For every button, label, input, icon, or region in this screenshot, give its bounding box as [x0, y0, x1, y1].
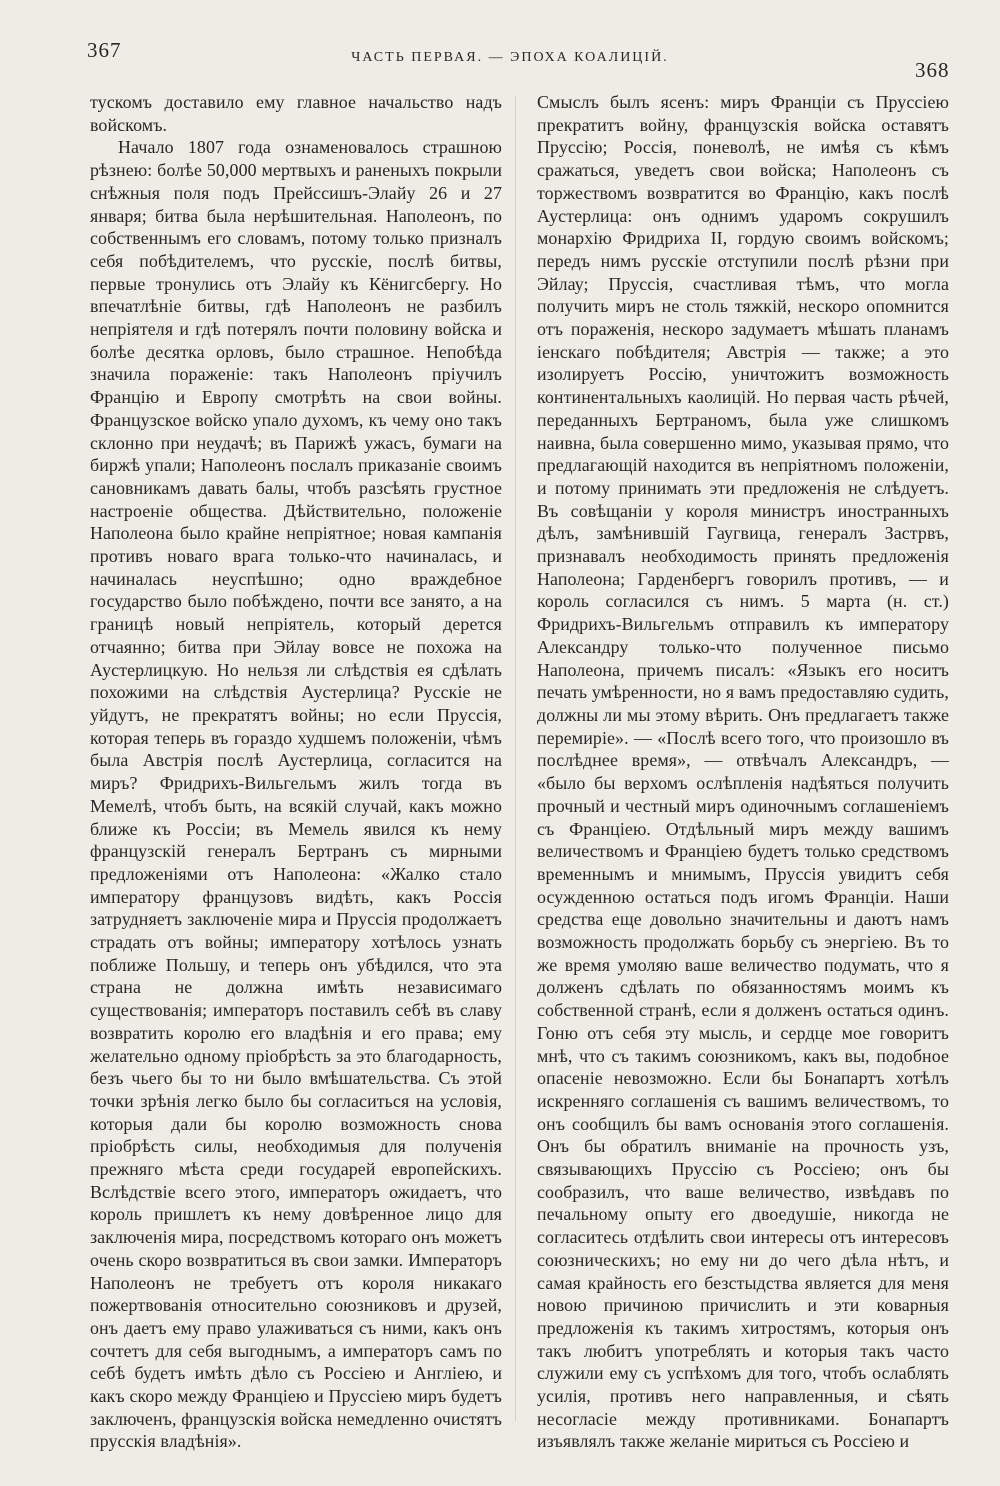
right-paragraph-1: Смыслъ былъ ясенъ: миръ Франціи съ Пруссіею прекратитъ войну, французскія войска оставятъ Пруссію; Россія, поневолѣ, не имѣя съ кѣмъ сражаться, уведетъ свои войска; Наполеонъ съ торжествомъ возвратится во Францію, какъ послѣ Аустерлица: онъ однимъ ударомъ сокрушилъ монархію Фридриха II, гордую своимъ войскомъ; передъ нимъ русскіе отступили послѣ рѣзни при Эйлау; Пруссія, счастливая тѣмъ, что могла получить миръ не столь тяжкій, нескоро опомнится отъ пораженія, нескоро задумаетъ мѣшать планамъ іенскаго побѣдителя; Австрія — также; а это изолируетъ Россію, уничтожитъ возможность континентальныхъ каолицій. Но первая часть рѣчей, переданныхъ Бертраномъ, была уже слишкомъ наивна, была совершенно мимо, указывая прямо, что предлагающій находится въ непріятномъ положеніи, и потому принимать эти предложенія не слѣдуетъ. Въ совѣщаніи у короля министръ иностранныхъ дѣлъ, замѣнившій Гаугвица, генералъ Застрвъ, признавалъ необходимость принять предложенія Наполеона; Гарденбергъ говорилъ противъ, — и король согласился съ нимъ. 5 марта (н. ст.) Фридрихъ-Вильгельмъ отправилъ къ императору Александру только-что полученное письмо Наполеона, причемъ писалъ: «Языкъ его носитъ печать умѣренности, но я вамъ предоставляю судить, должны ли мы этому вѣрить. Онъ предлагаетъ также перемиріе». — «Послѣ всего того, что произошло въ послѣднее время», — отвѣчалъ Александръ, — «было бы верхомъ ослѣпленія надѣяться получить прочный и честный миръ одиночнымъ соглашеніемъ съ Франціею. Отдѣльный миръ между вашимъ величествомъ и Франціею будетъ только средствомъ временнымъ и мнимымъ, Пруссія увидитъ себя осужденною остаться подъ игомъ Франціи. Наши средства еще довольно значительны и даютъ намъ возможность продолжать борьбу съ энергіею. Въ то же время умоляю ваше величество подумать, что я долженъ сдѣлать по обязанностямъ моимъ къ собственной странѣ, если я долженъ остаться одинъ. Гоню отъ себя эту мысль, и сердце мое говоритъ мнѣ, что съ такимъ союзникомъ, какъ вы, подобное опасеніе невозможно. Если бы Бонапартъ хотѣлъ искренняго соглашенія съ вашимъ величествомъ, то онъ сообщилъ бы вамъ основанія этого соглашенія. Онъ бы обратилъ вниманіе на прочность узъ, связывающихъ Пруссію съ Россіею; онъ бы сообразилъ, что ваше величество, извѣдавъ по печальному опыту его двоедушіе, никогда не согласитесь отдѣлить свои интересы отъ интересовъ союзническихъ; но ему ни до чего дѣла нѣтъ, и самая крайность его безстыдства является для меня новою причиною причислить и эти коварныя предложенія къ такимъ хитростямъ, которыя онъ такъ любитъ употреблять и которыя такъ часто служили ему съ успѣхомъ для того, чтобъ ослаблять усилія, противъ него направленныя, и сѣять несогласіе между противниками. Бонапартъ изъявлялъ также желаніе мириться съ Россіею и — [537, 92, 949, 1452]
column-divider — [515, 96, 516, 1421]
left-text-column — [90, 91, 502, 1453]
left-page-number: 367 — [87, 38, 122, 62]
right-text-column — [537, 91, 949, 1453]
left-paragraph-2: Начало 1807 года ознаменовалось страшною рѣзнею: болѣе 50,000 мертвыхъ и раненыхъ покрыли снѣжныя поля подъ Прейссишъ-Элайу 26 и 27 января; битва была нерѣшительная. Наполеонъ, по собственнымъ его словамъ, потому только призналъ себя побѣдителемъ, что русскіе, послѣ битвы, первые тронулись отъ Элайу къ Кёнигсбергу. Но впечатлѣніе битвы, гдѣ Наполеонъ не разбилъ непріятеля и гдѣ потерялъ почти половину войска и болѣе десятка орловъ, было страшное. Непобѣда значила пораженіе: такъ Наполеонъ пріучилъ Францію и Европу смотрѣть на свои войны. Французское войско упало духомъ, къ чему оно такъ склонно при неудачѣ; въ Парижѣ ужасъ, бумаги на биржѣ упали; Наполеонъ послалъ приказаніе своимъ сановникамъ давать балы, чтобъ разсѣять грустное настроеніе общества. Дѣйствительно, положеніе Наполеона было крайне непріятное; новая кампанія противъ новаго врага только-что начиналась, и начиналась неуспѣшно; одно враждебное государство было побѣждено, почти все занято, а на границѣ новый непріятель, который дерется отчаянно; битва при Эйлау вовсе не похожа на Аустерлицкую. Но нельзя ли слѣдствія ея сдѣлать похожими на слѣдствія Аустерлица? Русскіе не уйдутъ, не прекратятъ войны; но если Пруссія, которая теперь въ гораздо худшемъ положеніи, чѣмъ была Австрія послѣ Аустерлица, согласится на миръ? Фридрихъ-Вильгельмъ жилъ тогда въ Мемелѣ, чтобъ быть, на всякій случай, какъ можно ближе къ Россіи; въ Мемель явился къ нему французскій генералъ Бертранъ съ мирными предложеніями отъ Наполеона: «Жалко стало императору французовъ видѣть, какъ Россія затрудняетъ заключеніе мира и Пруссія продолжаетъ страдать отъ войны; императору хотѣлось узнать поближе Польшу, и теперь онъ убѣдился, что эта страна не должна имѣть независимаго существованія; императоръ поставилъ себѣ въ славу возвратить королю его владѣнія и его права; ему желательно одному пріобрѣсть за это благодарность, безъ чьего бы то ни было вмѣшательства. Съ этой точки зрѣнія легко было бы согласиться на условія, которыя дали бы королю возможность снова пріобрѣсть силы, необходимыя для полученія прежняго мѣста среди государей европейскихъ. Вслѣдствіе всего этого, императоръ ожидаетъ, что король пришлетъ къ нему довѣренное лицо для заключенія мира, посредствомъ котораго онъ можетъ очень скоро возвратиться въ свои замки. Императоръ Наполеонъ не требуетъ отъ короля никакаго пожертвованія относительно союзниковъ и друзей, онъ даетъ ему право улаживаться съ ними, какъ онъ сочтетъ для себя выгоднымъ, а императоръ самъ по себѣ будетъ имѣть дѣло съ Россіею и Англіею, и какъ скоро между Франціею и Пруссіею миръ будетъ заключенъ, французскія войска немедленно очистятъ прусскія владѣнія». — [90, 137, 502, 1452]
right-page-number: 368 — [915, 58, 950, 82]
left-paragraph-1: тускомъ доставило ему главное начальство надъ войскомъ. — [90, 92, 502, 135]
running-title: ЧАСТЬ ПЕРВАЯ. — ЭПОХА КОАЛИЦІЙ. — [351, 50, 669, 65]
